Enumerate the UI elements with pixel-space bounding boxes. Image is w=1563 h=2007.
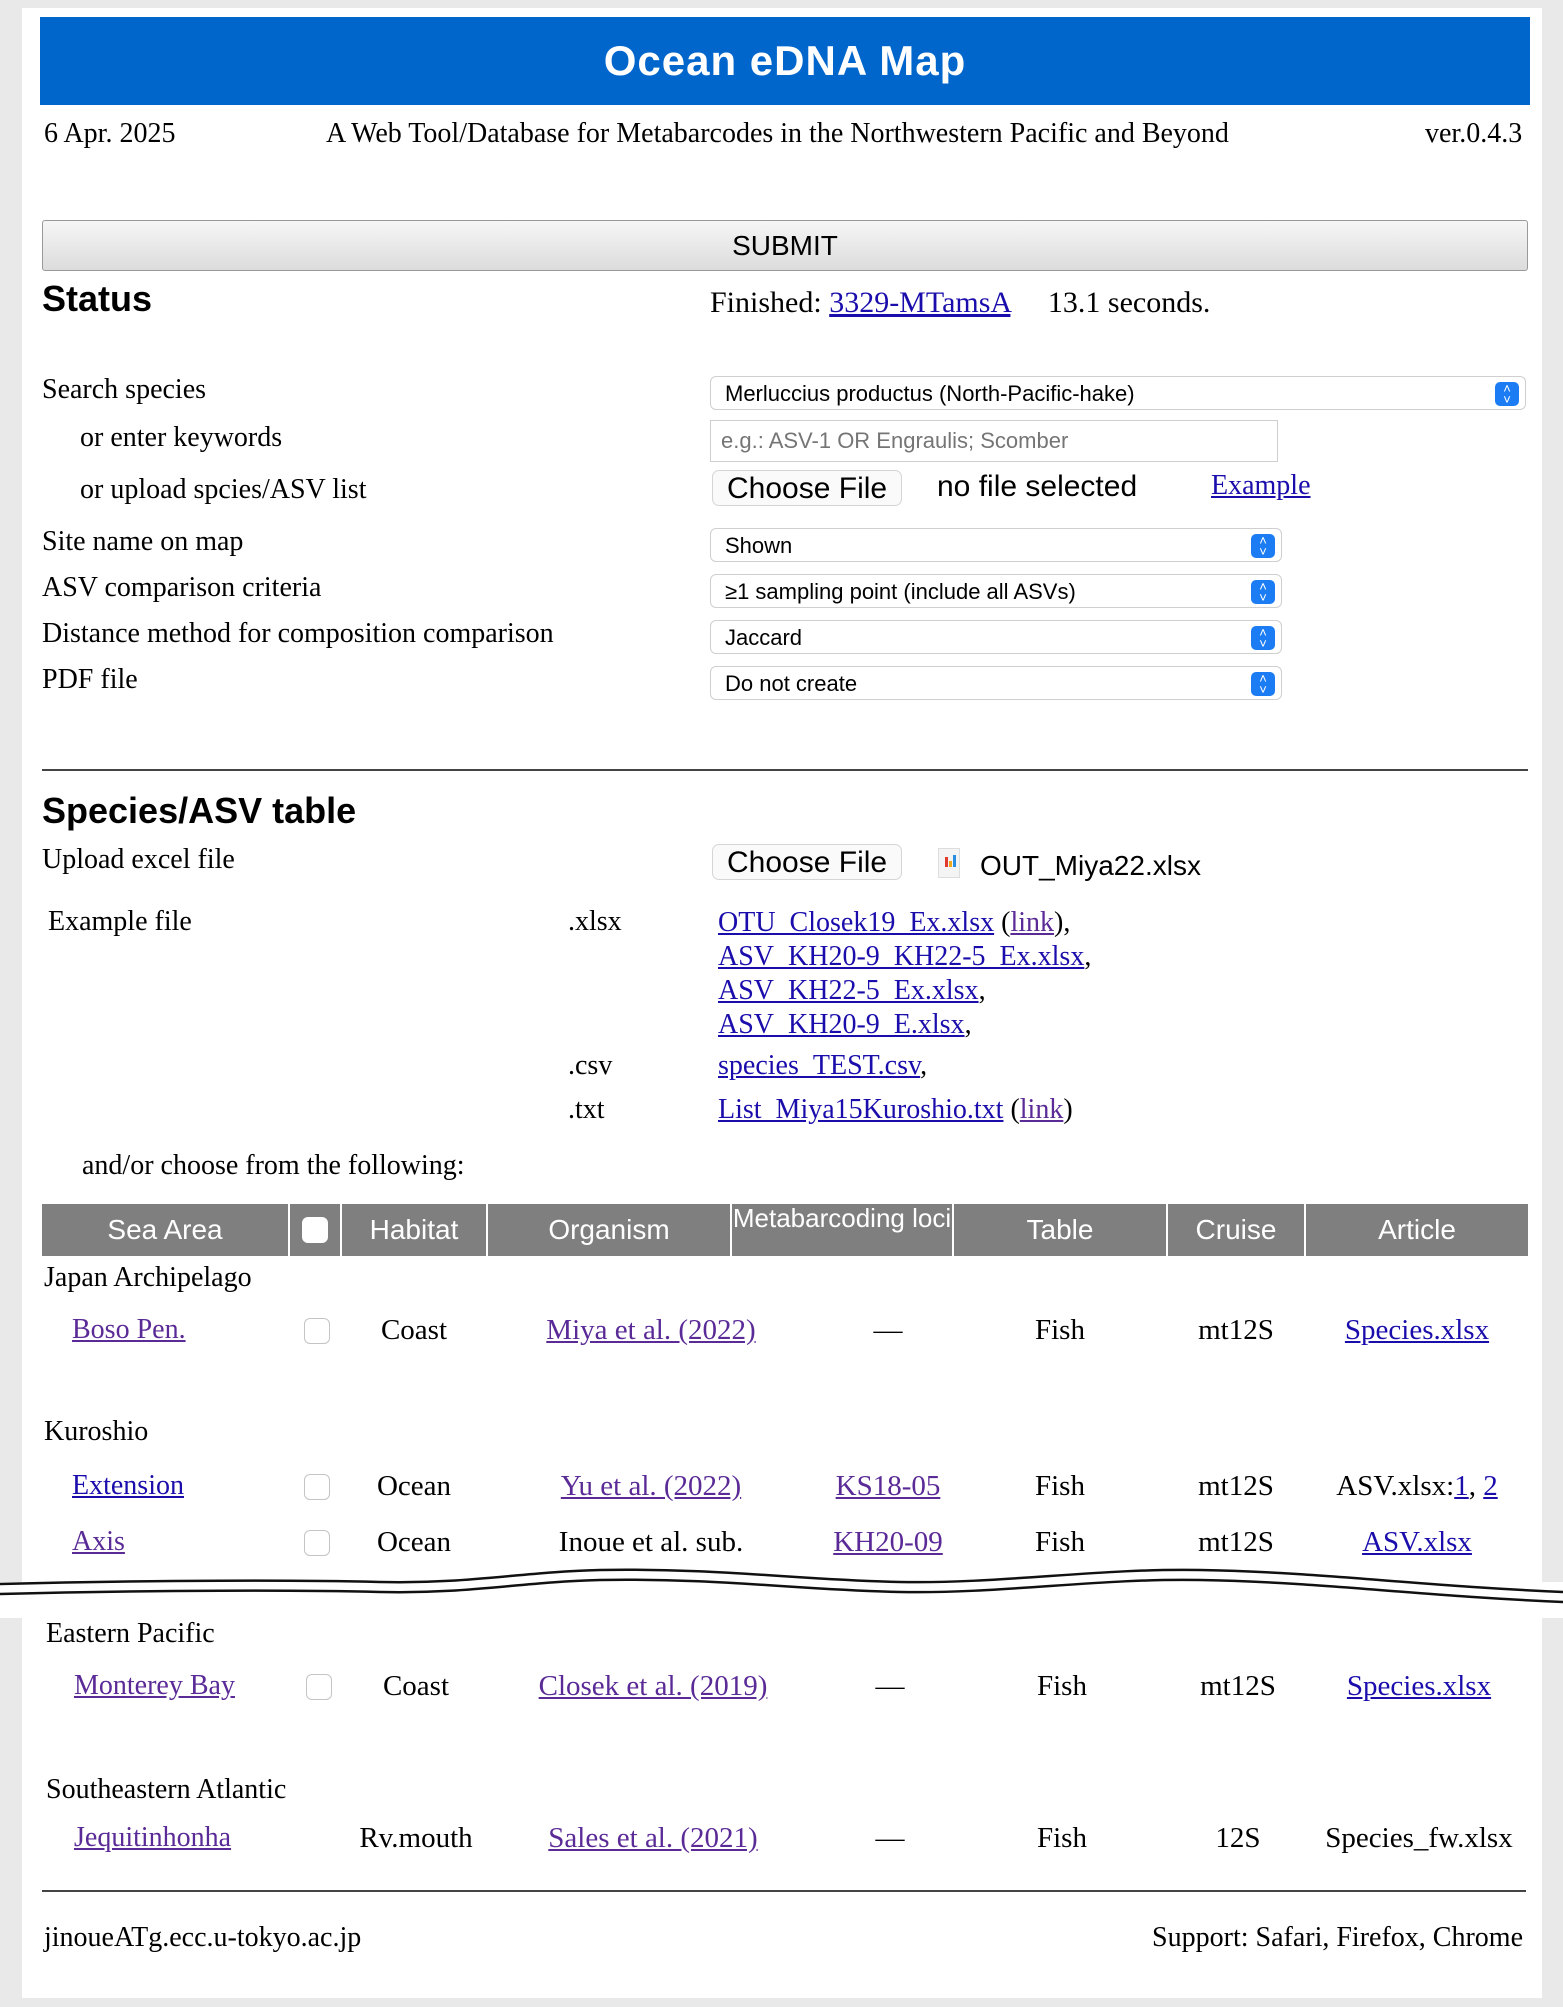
example-xlsx-link[interactable]: ASV_KH22-5_Ex.xlsx [718,975,979,1006]
loci-cell: 12S [1215,1822,1261,1854]
example-csv-link[interactable]: species_TEST.csv [718,1050,921,1081]
organism-cell: Fish [1037,1822,1087,1854]
cruise-link[interactable]: KH20-09 [833,1526,943,1558]
organism-cell: Fish [1037,1670,1087,1702]
choose-list-file-button[interactable]: Choose File [712,470,902,506]
example-xlsx-link[interactable]: OTU_Closek19_Ex.xlsx [718,907,995,938]
ext-csv-label: .csv [568,1050,613,1081]
xlsx-examples: OTU_Closek19_Ex.xlsx (link), ASV_KH20-9_KH22-5_Ex.xlsx, ASV_KH22-5_Ex.xlsx, ASV_KH20-9_E.xlsx, [718,907,1092,1040]
txt-example: List_Miya15Kuroshio.txt (link) [718,1094,1073,1125]
table-download-link[interactable]: Species.xlsx [1344,1314,1490,1346]
species-select-value: Merluccius productus (North-Pacific-hake) [725,381,1135,406]
species-table-heading: Species/ASV table [42,790,357,831]
chevron-updown-icon: ˄ ˅ [1251,534,1275,558]
site-checkbox[interactable] [304,1318,330,1344]
habitat-cell: Coast [380,1314,448,1346]
submit-button[interactable]: SUBMIT [42,220,1528,271]
organism-cell: Fish [1035,1526,1085,1558]
excel-file-icon [938,848,960,878]
loci-cell: mt12S [1198,1526,1274,1558]
site-link-boso-pen[interactable]: Boso Pen. [72,1314,186,1345]
example-xlsx-link[interactable]: ASV_KH20-9_E.xlsx [718,1009,965,1040]
group-heading-japan-archipelago: Japan Archipelago [44,1262,252,1293]
col-cruise: Cruise [1168,1204,1304,1256]
browser-support: Support: Safari, Firefox, Chrome [1152,1922,1523,1953]
job-id-link[interactable]: 3329-MTamsA [829,286,1011,319]
pdf-file-select[interactable] [710,666,1282,700]
asv-criteria-select[interactable] [710,574,1282,608]
pdf-file-value: Do not create [725,671,858,696]
example-file-label: Example file [48,906,192,937]
site-checkbox[interactable] [306,1674,332,1700]
cruise-cell: — [875,1670,905,1702]
footer-divider [42,1890,1526,1892]
chevron-updown-icon: ˄ ˅ [1251,626,1275,650]
no-file-text: no file selected [937,470,1138,503]
asv-criteria-value: ≥1 sampling point (include all ASVs) [725,579,1076,604]
ext-xlsx-label: .xlsx [568,906,622,937]
group-heading-kuroshio: Kuroshio [44,1416,149,1447]
example-xlsx-link[interactable]: ASV_KH20-9_KH22-5_Ex.xlsx [718,941,1085,972]
site-link-monterey-bay[interactable]: Monterey Bay [74,1670,235,1701]
col-table: Table [954,1204,1166,1256]
ext-txt-label: .txt [568,1094,605,1125]
upload-excel-label: Upload excel file [42,844,235,875]
search-species-label: Search species [42,374,207,405]
status-heading: Status [42,278,153,319]
group-heading-southeastern-atlantic: Southeastern Atlantic [46,1774,287,1805]
site-name-select[interactable] [710,528,1282,562]
example-xlsx-extra-link[interactable]: link [1010,907,1054,938]
article-link[interactable]: Miya et al. (2022) [546,1314,756,1346]
species-select[interactable] [710,376,1526,410]
keywords-label: or enter keywords [80,422,283,453]
organism-cell: Fish [1035,1314,1085,1346]
site-link-axis[interactable]: Axis [72,1526,125,1557]
status-line [710,286,1210,320]
table-cell: ASV.xlsx:1, 2 [1336,1470,1498,1502]
habitat-cell: Rv.mouth [359,1822,473,1854]
article-link[interactable]: Sales et al. (2021) [548,1822,758,1854]
page-break-wave [0,1568,1563,1618]
uploaded-file-name: OUT_Miya22.xlsx [980,850,1201,881]
article-link[interactable]: Yu et al. (2022) [560,1470,742,1502]
select-all-checkbox[interactable] [302,1217,328,1243]
loci-cell: mt12S [1200,1670,1276,1702]
col-metabarcoding-loci: Metabarcoding loci [732,1204,952,1256]
col-select-all [290,1204,340,1256]
upload-list-label: or upload spcies/ASV list [80,474,367,505]
version-label: ver.0.4.3 [1425,118,1523,149]
finished-label: Finished: [710,286,822,319]
table-cell: Species_fw.xlsx [1325,1822,1513,1854]
organism-cell: Fish [1035,1470,1085,1502]
choose-excel-file-button[interactable]: Choose File [712,844,902,880]
subtitle: A Web Tool/Database for Metabarcodes in the Northwestern Pacific and Beyond [326,118,1229,149]
table-download-link[interactable]: 2 [1483,1470,1498,1502]
chevron-updown-icon: ˄ ˅ [1495,382,1519,406]
distance-method-value: Jaccard [725,625,803,650]
contact-email: jinoueATg.ecc.u-tokyo.ac.jp [44,1922,362,1953]
chevron-updown-icon: ˄ ˅ [1251,672,1275,696]
choose-following-label: and/or choose from the following: [82,1150,465,1181]
example-link[interactable]: Example [1211,470,1311,501]
habitat-cell: Ocean [376,1526,452,1558]
example-txt-extra-link[interactable]: link [1019,1094,1064,1125]
table-download-link[interactable]: 1 [1454,1470,1469,1502]
example-txt-link[interactable]: List_Miya15Kuroshio.txt [718,1094,1004,1125]
loci-cell: mt12S [1198,1314,1274,1346]
site-checkbox[interactable] [304,1530,330,1556]
group-heading-eastern-pacific: Eastern Pacific [46,1618,215,1649]
site-checkbox[interactable] [304,1474,330,1500]
site-link-extension[interactable]: Extension [72,1470,184,1501]
cruise-link[interactable]: KS18-05 [835,1470,941,1502]
table-download-link[interactable]: ASV.xlsx [1362,1526,1472,1558]
site-name-value: Shown [725,533,793,558]
csv-example: species_TEST.csv, [718,1050,928,1081]
cruise-cell: — [873,1314,903,1346]
loci-cell: mt12S [1198,1470,1274,1502]
col-article: Article [1306,1204,1528,1256]
article-text: Inoue et al. sub. [558,1526,744,1558]
date-label: 6 Apr. 2025 [44,118,176,149]
col-sea-area: Sea Area [42,1204,288,1256]
col-organism: Organism [488,1204,730,1256]
chevron-updown-icon: ˄ ˅ [1251,580,1275,604]
habitat-cell: Coast [382,1670,450,1702]
pdf-file-label: PDF file [42,664,138,695]
table-download-link[interactable]: Species.xlsx [1346,1670,1492,1702]
asv-criteria-label: ASV comparison criteria [42,572,322,603]
distance-method-select[interactable] [710,620,1282,654]
table-prefix: ASV.xlsx: [1336,1470,1455,1502]
site-name-label: Site name on map [42,526,244,557]
distance-method-label: Distance method for composition comparison [42,618,554,649]
col-habitat: Habitat [342,1204,486,1256]
section-divider [42,769,1528,771]
cruise-cell: — [875,1822,905,1854]
site-link-jequitinhonha[interactable]: Jequitinhonha [74,1822,232,1853]
app-title-banner: Ocean eDNA Map [40,17,1530,105]
habitat-cell: Ocean [376,1470,452,1502]
article-link[interactable]: Closek et al. (2019) [538,1670,768,1702]
duration-text: 13.1 seconds. [1047,286,1211,319]
keywords-input[interactable] [710,420,1278,462]
